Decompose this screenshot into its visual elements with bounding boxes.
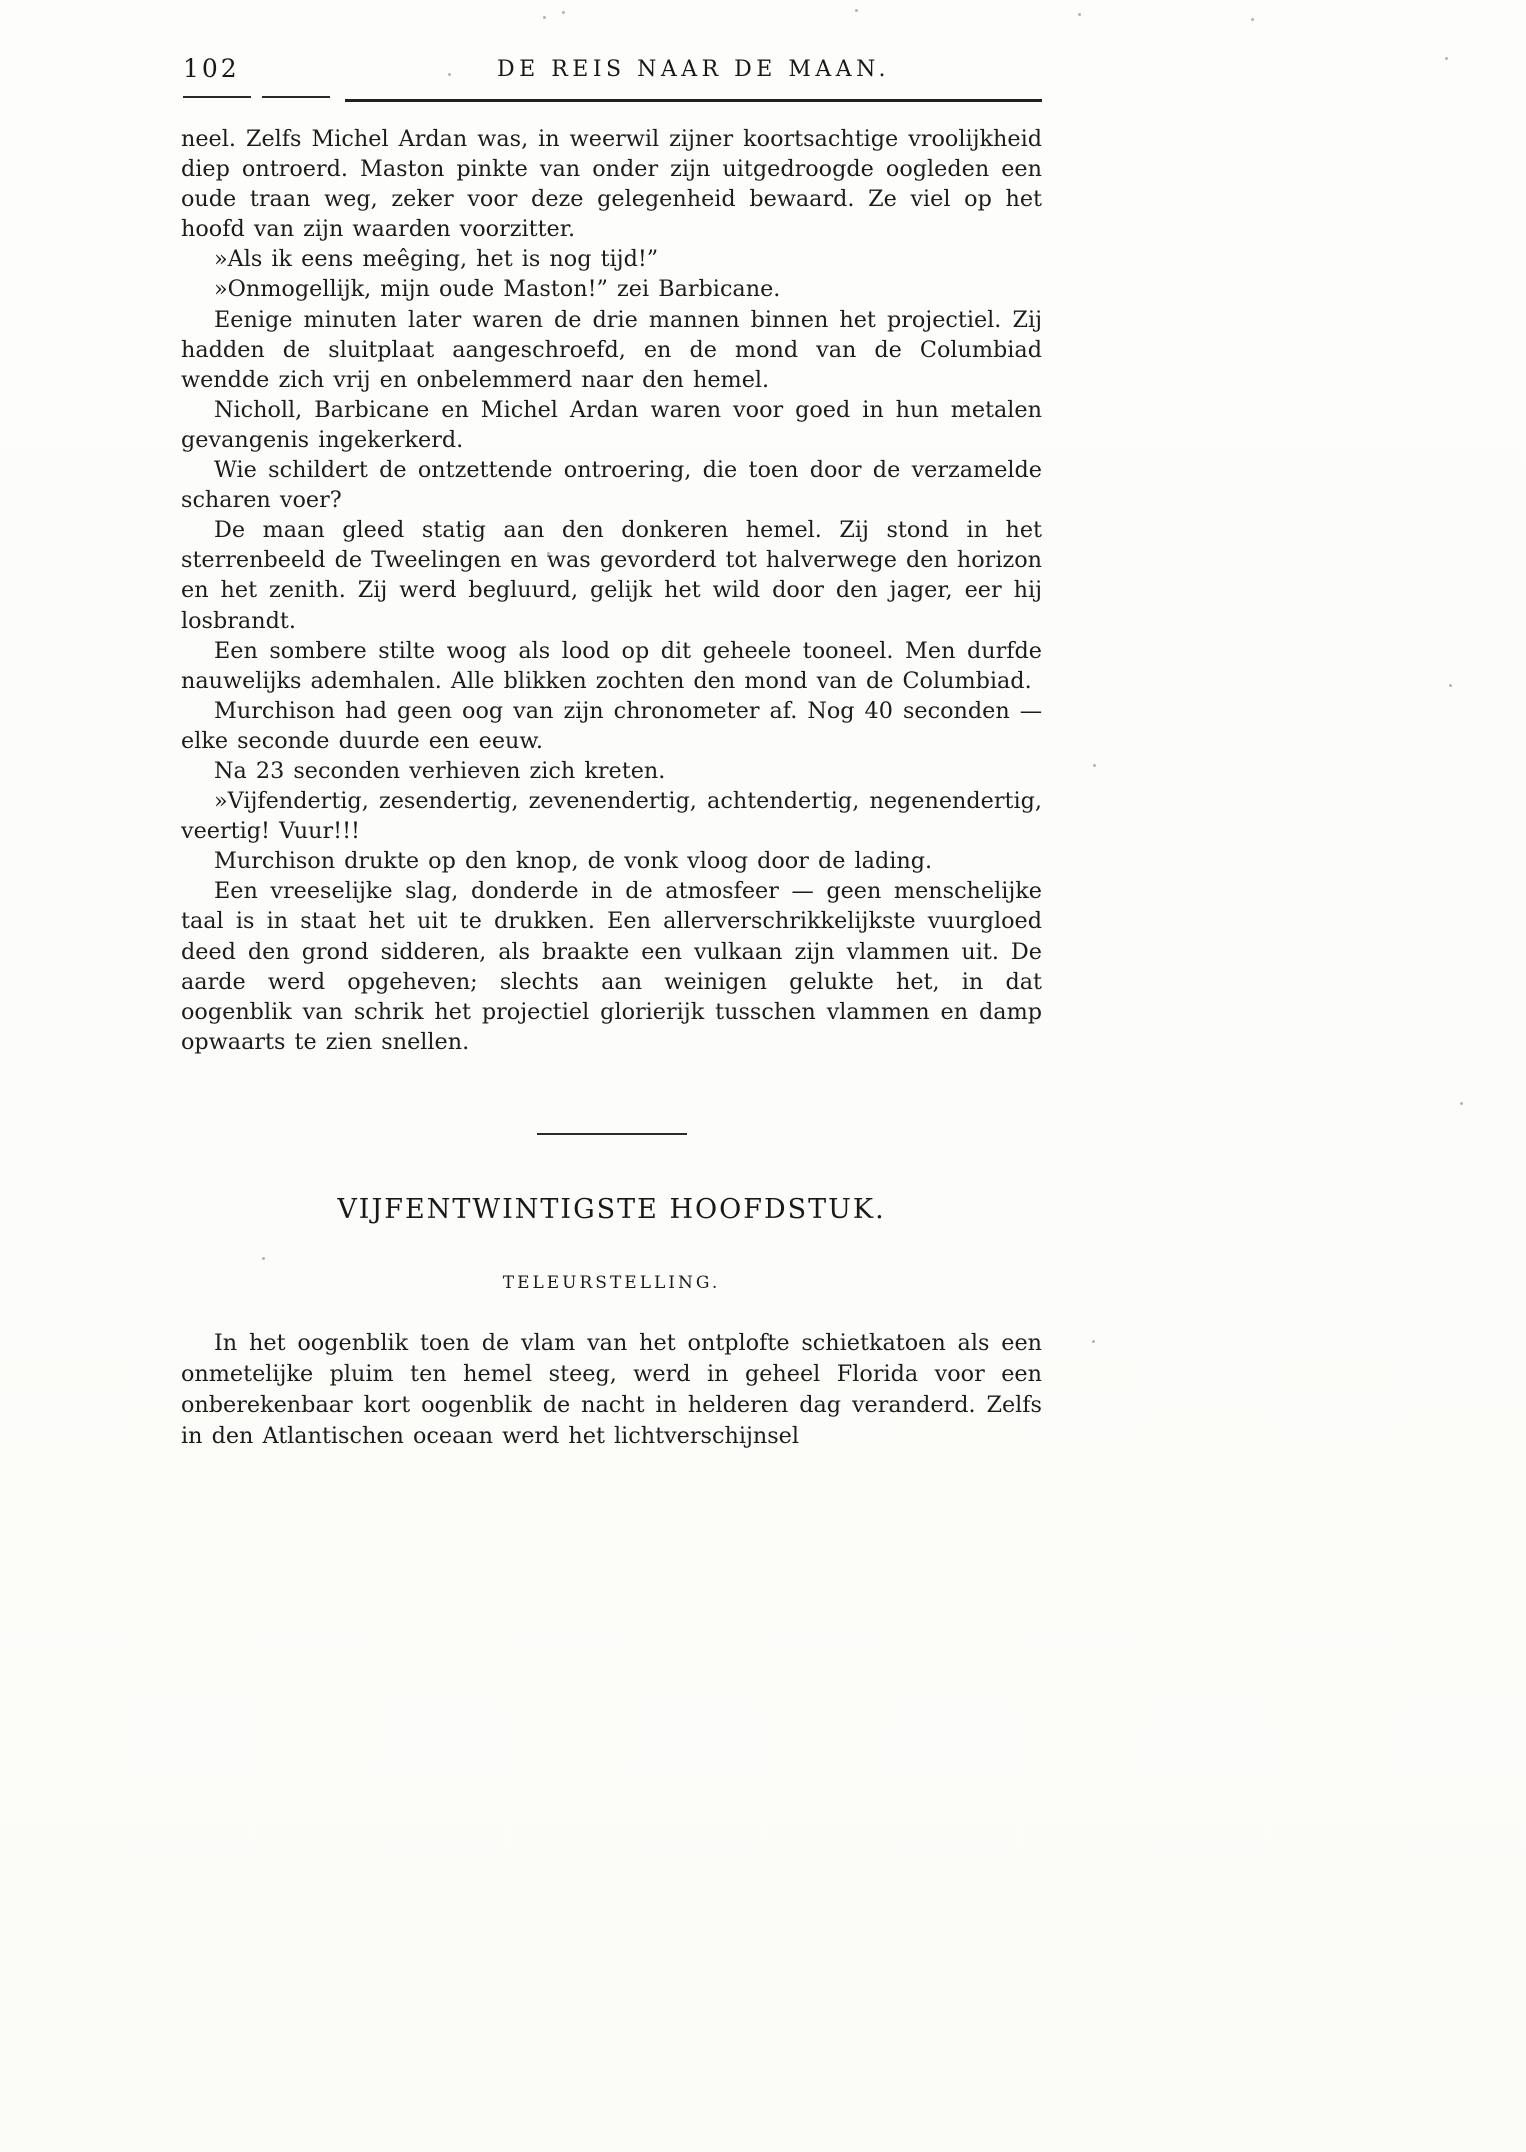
page-number-rule xyxy=(183,96,251,98)
scan-speck xyxy=(855,9,858,12)
scan-speck xyxy=(262,1257,265,1260)
scan-speck xyxy=(1078,13,1081,16)
body-text xyxy=(181,124,1042,1057)
scan-speck xyxy=(448,73,451,76)
chapter-text xyxy=(181,1328,1042,1452)
body-paragraph: Wie schildert de ontzettende ontroering, die toen door de verzamelde scharen voer? xyxy=(181,457,1042,514)
running-title: DE REIS NAAR DE MAAN. xyxy=(497,57,890,82)
section-divider xyxy=(537,1133,687,1135)
scan-speck xyxy=(1449,684,1452,687)
body-paragraph: Eenige minuten later waren de drie mannen binnen het projectiel. Zij hadden de sluitplaat aangeschroefd, en de mond van de Columbiad wendde zich vrij en onbelemmerd naar den hemel. xyxy=(181,306,1042,393)
scan-speck xyxy=(562,11,565,14)
body-paragraph: »Vijfendertig, zesendertig, zevenendertig, achtendertig, negenendertig, veertig! Vuur!!! xyxy=(181,788,1042,845)
body-paragraph: Na 23 seconden verhieven zich kreten. xyxy=(214,757,666,784)
body-paragraph: De maan gleed statig aan den donkeren hemel. Zij stond in het sterrenbeeld de Tweelingen en was gevorderd tot halverwege den horizon en het zenith. Zij werd begluurd, gelijk het wild door den jager, eer hij losbrandt. xyxy=(181,517,1042,634)
header-rule xyxy=(345,99,1042,102)
chapter-heading: VIJFENTWINTIGSTE HOOFDSTUK. xyxy=(337,1194,886,1225)
scan-speck xyxy=(1251,18,1254,21)
body-paragraph: neel. Zelfs Michel Ardan was, in weerwil zijner koortsachtige vroolijkheid diep ontroerd. Maston pinkte van onder zijn uitgedroogde oogleden een oude traan weg, zeker voor deze gelegenheid bewaard. Ze viel op het hoofd van zijn waarden voorzitter. xyxy=(181,126,1042,243)
body-paragraph: Een vreeselijke slag, donderde in de atmosfeer — geen menschelijke taal is in staat het uit te drukken. Een allerverschrikkelijkste vuurgloed deed den grond sidderen, als braakte een vulkaan zijn vlammen uit. De aarde werd opgeheven; slechts aan weinigen gelukte het, in dat oogenblik van schrik het projectiel glorierijk tusschen vlammen en damp opwaarts te zien snellen. xyxy=(181,878,1042,1055)
chapter-subheading: TELEURSTELLING. xyxy=(502,1273,721,1293)
scan-speck xyxy=(1460,1102,1463,1105)
page-number-rule xyxy=(262,96,330,98)
body-paragraph: Murchison drukte op den knop, de vonk vloog door de lading. xyxy=(214,848,933,875)
chapter-paragraph: In het oogenblik toen de vlam van het ontplofte schietkatoen als een onmetelijke pluim ten hemel steeg, werd in geheel Florida voor een onberekenbaar kort oogenblik de nacht in helderen dag veranderd. Zelfs in den Atlantischen oceaan werd het lichtverschijnsel xyxy=(181,1330,1042,1449)
body-paragraph: Een sombere stilte woog als lood op dit geheele tooneel. Men durfde nauwelijks ademhalen. Alle blikken zochten den mond van de Columbiad. xyxy=(181,637,1042,694)
body-paragraph: Nicholl, Barbicane en Michel Ardan waren voor goed in hun metalen gevangenis ingekerkerd. xyxy=(181,396,1042,453)
page-number: 102 xyxy=(183,54,240,83)
scan-speck xyxy=(547,552,550,555)
scan-speck xyxy=(1445,57,1448,60)
body-paragraph: »Onmogellijk, mijn oude Maston!” zei Barbicane. xyxy=(214,276,781,303)
scan-speck xyxy=(1092,1340,1095,1343)
scan-speck xyxy=(1093,764,1096,767)
body-paragraph: »Als ik eens meêging, het is nog tijd!” xyxy=(214,246,659,273)
body-paragraph: Murchison had geen oog van zijn chronometer af. Nog 40 seconden — elke seconde duurde een eeuw. xyxy=(181,697,1042,754)
scan-speck xyxy=(543,16,546,19)
